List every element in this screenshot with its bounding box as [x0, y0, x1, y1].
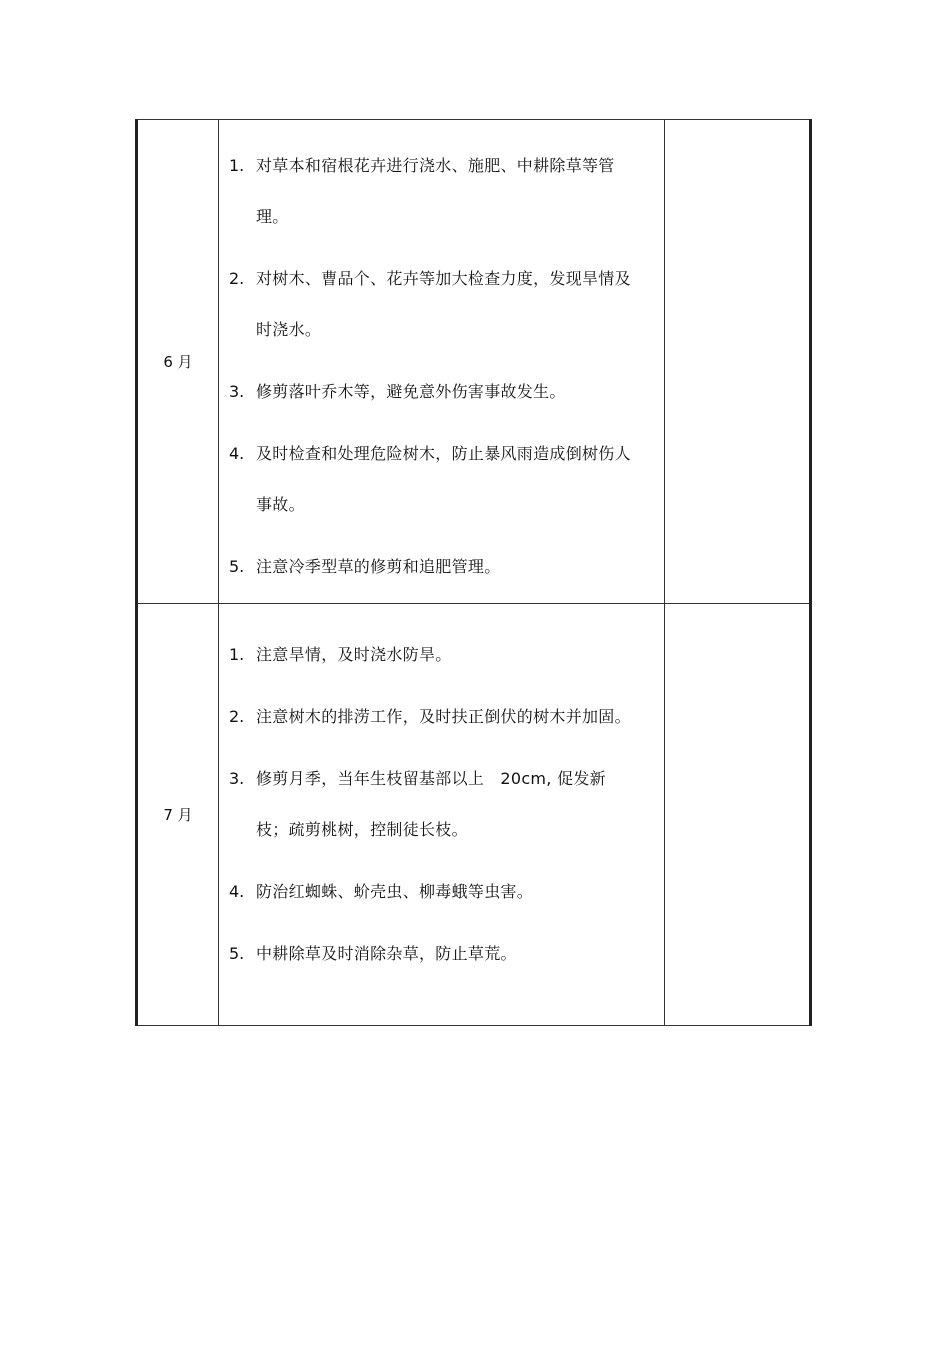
notes-cell [665, 120, 811, 604]
task-number: 2. [229, 269, 245, 288]
list-item [229, 629, 664, 680]
notes-cell [665, 604, 811, 1026]
task-number: 1. [229, 156, 245, 175]
task-list [219, 120, 664, 592]
task-text: 注意树木的排涝工作，及时扶正倒伏的树木并加固。 [256, 707, 631, 726]
list-item [229, 691, 664, 742]
table-row [137, 120, 811, 604]
task-list [219, 604, 664, 979]
task-text: 注意旱情，及时浇水防旱。 [256, 645, 452, 664]
task-number: 5. [229, 944, 245, 963]
table-row [137, 604, 811, 1026]
task-text: 注意冷季型草的修剪和追肥管理。 [256, 557, 501, 576]
task-text: 防治红蜘蛛、蚧壳虫、柳毒蛾等虫害。 [256, 882, 534, 901]
task-text: 中耕除草及时消除杂草，防止草荒。 [256, 944, 517, 963]
task-number: 1. [229, 645, 245, 664]
task-number: 3. [229, 382, 245, 401]
list-item [229, 366, 664, 417]
maintenance-schedule-table [135, 119, 812, 1026]
task-text: 修剪落叶乔木等，避免意外伤害事故发生。 [256, 382, 566, 401]
task-number: 3. [229, 769, 245, 788]
tasks-cell [219, 120, 665, 604]
task-text: 对树木、曹品个、花卉等加大检查力度，发现旱情及时浇水。 [256, 269, 631, 339]
task-text: 修剪月季，当年生枝留基部以上 20cm, 促发新枝；疏剪桃树，控制徒长枝。 [256, 769, 606, 839]
list-item [229, 541, 664, 592]
task-text: 及时检查和处理危险树木，防止暴风雨造成倒树伤人事故。 [256, 444, 631, 514]
month-cell: 6 月 [137, 120, 219, 604]
list-item [229, 753, 664, 855]
list-item [229, 428, 664, 530]
task-number: 4. [229, 444, 245, 463]
task-number: 5. [229, 557, 245, 576]
list-item [229, 866, 664, 917]
month-cell: 7 月 [137, 604, 219, 1026]
list-item [229, 253, 664, 355]
list-item [229, 928, 664, 979]
task-number: 4. [229, 882, 245, 901]
task-number: 2. [229, 707, 245, 726]
task-text: 对草本和宿根花卉进行浇水、施肥、中耕除草等管理。 [256, 156, 615, 226]
tasks-cell [219, 604, 665, 1026]
list-item [229, 140, 664, 242]
